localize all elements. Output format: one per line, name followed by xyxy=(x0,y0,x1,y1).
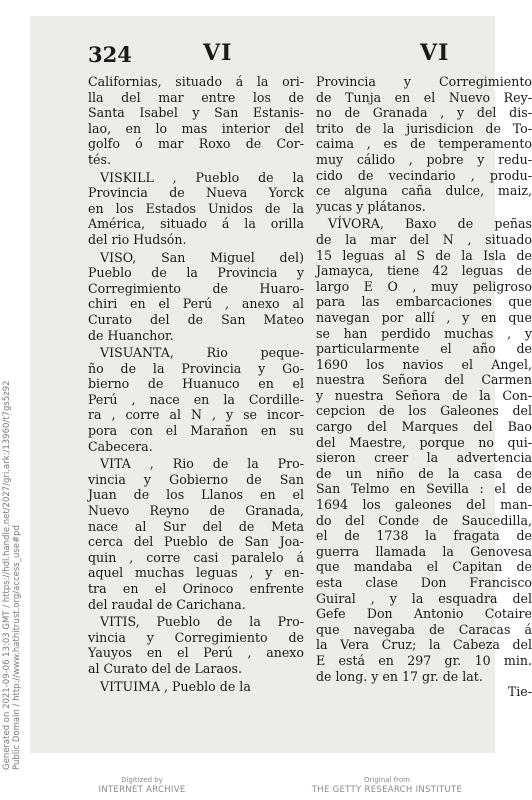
text-line: yucas y plátanos. xyxy=(316,198,426,214)
text-line: Gefe Don Antonio Cotaire xyxy=(316,606,532,622)
text-line: sieron creer la advertencia xyxy=(316,450,532,466)
book-page xyxy=(30,16,532,753)
text-line: VISKILL , Pueblo de la xyxy=(100,169,304,185)
text-line: tra en el Orinoco enfrente xyxy=(88,581,304,596)
text-line: guerra llamada la Genovesa xyxy=(316,543,532,559)
original-from-label: Original from xyxy=(364,776,410,784)
text-line: Juan de los Llanos en el xyxy=(88,487,304,503)
page-footer xyxy=(0,776,511,798)
text-line: del raudal de Carichana. xyxy=(88,596,246,612)
dictionary-entry xyxy=(88,74,304,168)
text-line: VITUIMA , Pueblo de la xyxy=(100,678,251,694)
text-line: del Maestre, porque no qui- xyxy=(316,434,532,450)
dictionary-entry xyxy=(88,614,304,676)
text-line: aquel muchas leguas , y en- xyxy=(88,565,304,581)
text-line: ce alguna caña dulce, maiz, xyxy=(316,183,532,199)
page-header xyxy=(88,42,488,72)
digitized-by-block xyxy=(72,776,212,796)
text-line: América, situado á la orilla xyxy=(88,216,304,232)
text-line: de Tunja en el Nuevo Rey- xyxy=(316,89,532,105)
page-number: 324 xyxy=(88,42,132,67)
text-line: Santa Isabel y San Estanis- xyxy=(88,105,304,121)
text-line: se han perdido muchas , y xyxy=(316,325,532,341)
text-line: no de Granada , y del dis- xyxy=(316,105,532,121)
text-line: lao, en lo mas interior del xyxy=(88,120,304,136)
text-line: 1694 los galeones del man- xyxy=(316,497,532,513)
dictionary-entry xyxy=(88,456,304,612)
text-line: Provincia de Nueva Yorck xyxy=(88,185,304,201)
text-line: VÍVORA, Baxo de peñas xyxy=(328,216,532,232)
text-line: el de 1738 la fragata de xyxy=(316,528,532,544)
text-line: pora con el Marañon en su xyxy=(88,423,304,439)
text-line: bierno de Huanuco en el xyxy=(88,376,304,392)
text-line: Pueblo de la Provincia y xyxy=(88,265,304,281)
text-line: Jamayca, tiene 42 leguas de xyxy=(316,263,532,279)
text-line: particularmente el año de xyxy=(316,341,532,357)
text-line: VISO, San Miguel del) xyxy=(100,249,304,265)
text-line: cerca del Pueblo de San Joa- xyxy=(88,534,304,550)
dictionary-entry xyxy=(88,170,304,248)
text-line: que mandaba el Capitan de xyxy=(316,559,532,575)
text-line: cepcion de los Galeones del xyxy=(316,403,532,419)
dictionary-entry xyxy=(316,216,532,684)
text-line: del rio Hudsón. xyxy=(88,231,187,247)
text-line: que navegaba de Caracas á xyxy=(316,621,532,637)
text-line: Cabecera. xyxy=(88,438,153,454)
text-line: de un niño de la casa de xyxy=(316,465,532,481)
text-line: al Curato del de Laraos. xyxy=(88,660,242,676)
text-line: do del Conde de Saucedilla, xyxy=(316,512,532,528)
text-line: Guiral , y la esquadra del xyxy=(316,590,532,606)
text-line: VISUANTA, Rio peque- xyxy=(100,345,304,361)
text-line: esta clase Don Francisco xyxy=(316,575,532,590)
stamp-line-generated: Generated on 2021-09-06 13:03 GMT / https://hdl.handle.net/2027/gri.ark:/13960/t7gs5z92 xyxy=(2,380,12,770)
text-line: E está en 297 gr. 10 min. xyxy=(316,652,532,668)
text-line: vincia y Gobierno de San xyxy=(88,471,304,487)
text-line: ño de la Provincia y Go- xyxy=(88,360,304,376)
text-line: chiri en el Perú , anexo al xyxy=(88,296,304,312)
right-text-column xyxy=(316,74,532,744)
hathitrust-side-stamp xyxy=(2,380,22,770)
text-line: nuestra Señora del Carmen xyxy=(316,372,532,388)
text-line: VITA , Rio de la Pro- xyxy=(100,456,304,472)
text-line: Provincia y Corregimiento xyxy=(316,74,532,89)
text-line: 15 leguas al S de la Isla de xyxy=(316,247,532,263)
text-line: caima , es de temperamento xyxy=(316,136,532,152)
text-line: golfo ó mar Roxo de Cor- xyxy=(88,136,304,152)
internet-archive-label: INTERNET ARCHIVE xyxy=(98,785,186,795)
text-line: Curato del de San Mateo xyxy=(88,311,304,327)
right-running-head: VI xyxy=(420,40,450,66)
text-line: cido de vecindario , produ- xyxy=(316,167,532,183)
text-line: Yauyos en el Perú , anexo xyxy=(88,645,304,661)
text-line: trito de la jurisdicion de To- xyxy=(316,120,532,136)
text-line: de Huanchor. xyxy=(88,327,174,343)
dictionary-entry xyxy=(88,250,304,344)
text-line: navegan por allí , y en que xyxy=(316,309,532,325)
text-line: ra , corre al N , y se incor- xyxy=(88,407,304,423)
text-line: tés. xyxy=(88,151,111,167)
dictionary-entry xyxy=(316,74,532,214)
text-line: la Vera Cruz; la Cabeza del xyxy=(316,637,532,653)
text-line: para las embarcaciones que xyxy=(316,294,532,310)
text-line: lla del mar entre los de xyxy=(88,89,304,105)
text-line: de long. y en 17 gr. de lat. xyxy=(316,668,483,684)
stamp-line-public-domain: Public Domain / http://www.hathitrust.org/access_use#pd xyxy=(12,525,22,770)
text-line: Perú , nace en la Cordille- xyxy=(88,391,304,407)
text-line: Nuevo Reyno de Granada, xyxy=(88,503,304,519)
text-line: de la mar del N , situado xyxy=(316,231,532,247)
text-line: cargo del Marques del Bao xyxy=(316,419,532,435)
left-text-column xyxy=(88,74,304,744)
text-line: Californias, situado á la ori- xyxy=(88,74,304,89)
text-line: quin , corre casi paralelo á xyxy=(88,549,304,565)
text-line: Corregimiento de Huaro- xyxy=(88,280,304,296)
dictionary-entry xyxy=(88,679,304,695)
text-line: 1690 los navios el Angel, xyxy=(316,356,532,372)
getty-institute-label: THE GETTY RESEARCH INSTITUTE xyxy=(311,785,463,795)
text-line: VITIS, Pueblo de la Pro- xyxy=(100,614,304,630)
text-line: muy cálido , pobre y redu- xyxy=(316,151,532,167)
text-line: largo E O , muy peligroso xyxy=(316,278,532,294)
original-from-block xyxy=(292,776,482,796)
dictionary-entry xyxy=(88,345,304,454)
left-running-head: VI xyxy=(203,40,233,66)
text-line: San Telmo en Sevilla : el de xyxy=(316,481,532,497)
text-line: en los Estados Unidos de la xyxy=(88,200,304,216)
text-line: y nuestra Señora de la Con- xyxy=(316,387,532,403)
text-line: nace al Sur del de Meta xyxy=(88,518,304,534)
text-line: vincia y Corregimiento de xyxy=(88,629,304,645)
catchword: Tie- xyxy=(507,684,532,700)
digitized-by-label: Digitized by xyxy=(121,776,163,784)
